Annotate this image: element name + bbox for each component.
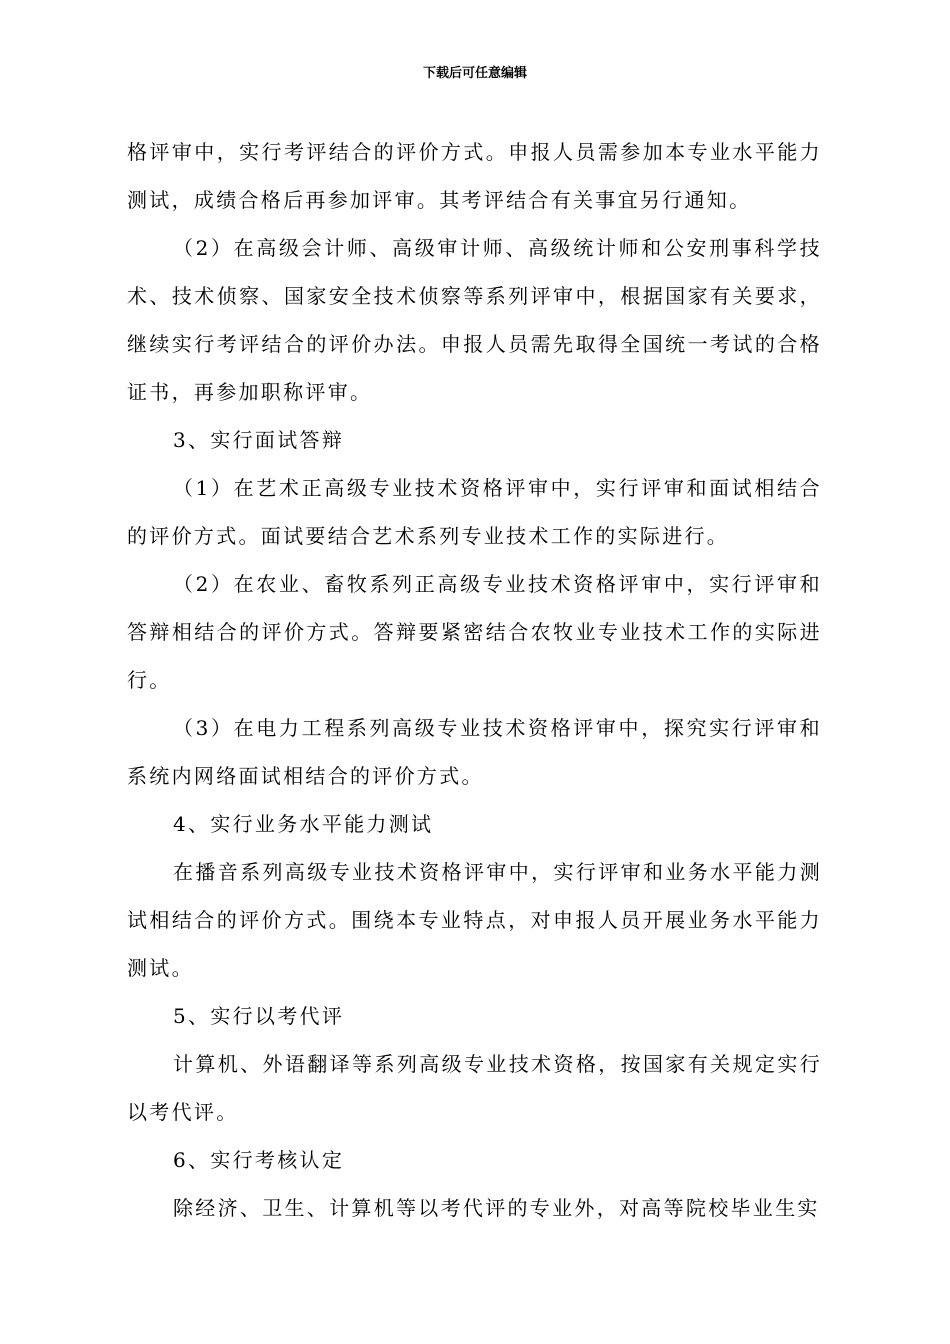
paragraph-item-2-agriculture: （2）在农业、畜牧系列正高级专业技术资格评审中，实行评审和答辩相结合的评价方式。答辩要紧密结合农牧业专业技术工作的实际进行。 [127,572,822,692]
paragraph-computer-translation: 计算机、外语翻译等系列高级专业技术资格，按国家有关规定实行以考代评。 [127,1052,822,1124]
section-heading-3-interview: 3、实行面试答辩 [173,428,345,452]
paragraph-broadcasting: 在播音系列高级专业技术资格评审中，实行评审和业务水平能力测试相结合的评价方式。围绕本专业特点，对申报人员开展业务水平能力测试。 [127,860,822,980]
section-heading-6-assessment: 6、实行考核认定 [173,1148,345,1172]
paragraph-graduates: 除经济、卫生、计算机等以考代评的专业外，对高等院校毕业生实 [173,1196,820,1220]
section-heading-5-exam-instead: 5、实行以考代评 [173,1004,345,1028]
paragraph-item-1-art: （1）在艺术正高级专业技术资格评审中，实行评审和面试相结合的评价方式。面试要结合艺术系列专业技术工作的实际进行。 [127,476,822,548]
section-heading-4-ability-test: 4、实行业务水平能力测试 [173,812,434,836]
paragraph-item-3-power-engineering: （3）在电力工程系列高级专业技术资格评审中，探究实行评审和系统内网络面试相结合的评价方式。 [127,716,822,788]
document-body [127,128,822,1232]
paragraph-continuation: 格评审中，实行考评结合的评价方式。申报人员需参加本专业水平能力测试，成绩合格后再参加评审。其考评结合有关事宜另行通知。 [127,140,822,212]
page-header: 下载后可任意编辑 [422,66,527,81]
paragraph-item-2-senior-accountant: （2）在高级会计师、高级审计师、高级统计师和公安刑事科学技术、技术侦察、国家安全技术侦察等系列评审中，根据国家有关要求，继续实行考评结合的评价办法。申报人员需先取得全国统一考试的合格证书，再参加职称评审。 [127,236,822,404]
